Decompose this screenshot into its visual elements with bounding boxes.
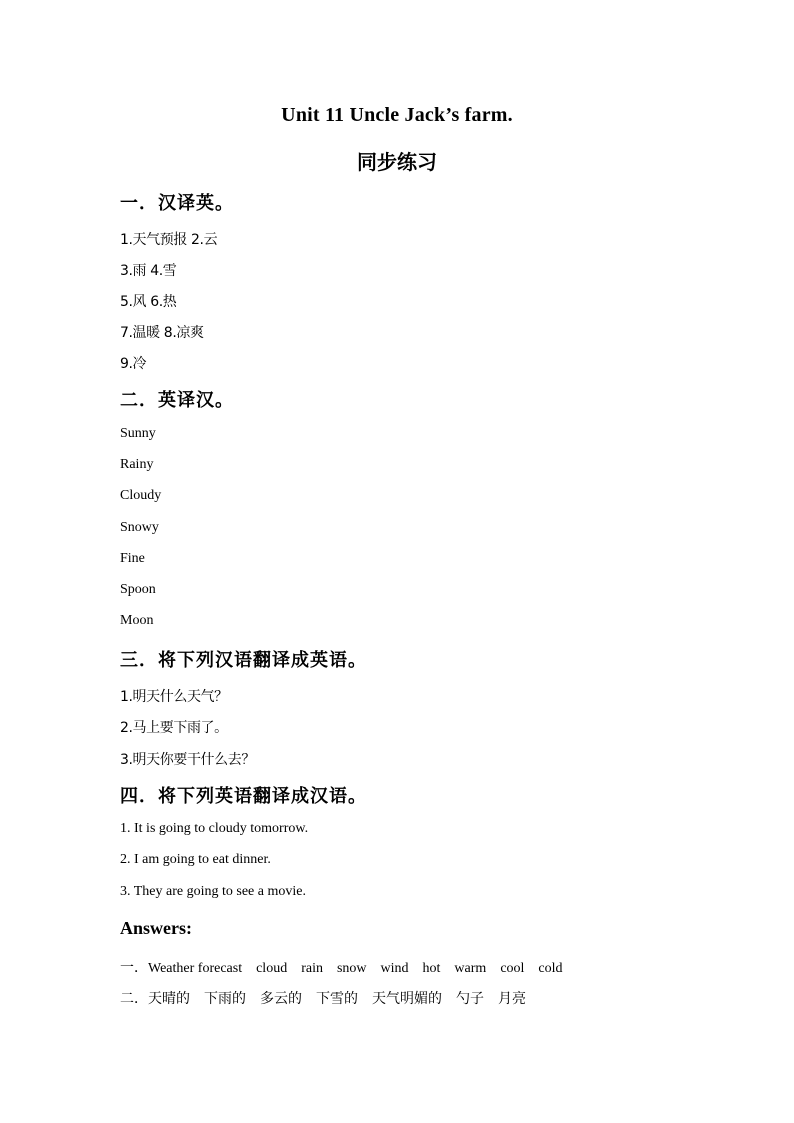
answer-word: Weather forecast xyxy=(148,961,243,976)
list-item: 1. It is going to cloudy tomorrow. xyxy=(120,821,309,836)
answer-word: wind xyxy=(380,961,409,976)
answers-heading: Answers: xyxy=(120,918,192,938)
list-item: 7.温暖 8.凉爽 xyxy=(120,325,204,341)
answer-row-label: 二． xyxy=(120,991,148,1007)
list-item: 3.雨 4.雪 xyxy=(120,263,177,279)
list-item: Fine xyxy=(120,551,145,566)
section-2-heading: 二．英译汉。 xyxy=(120,390,234,411)
list-item: 1.明天什么天气？ xyxy=(120,689,228,705)
answer-word: snow xyxy=(336,961,367,976)
list-item: Rainy xyxy=(120,457,154,472)
list-item: Spoon xyxy=(120,582,156,597)
list-item: Sunny xyxy=(120,426,156,441)
answer-word: rain xyxy=(301,961,323,976)
answer-word: 下雪的 xyxy=(316,991,358,1007)
answer-word: cold xyxy=(538,961,563,976)
page-title: Unit 11 Uncle Jack’s farm. xyxy=(281,104,513,126)
list-item: 3.明天你要干什么去？ xyxy=(120,752,255,768)
answer-word: 天气明媚的 xyxy=(372,991,442,1007)
answer-word: 月亮 xyxy=(498,991,526,1007)
list-item: 2. I am going to eat dinner. xyxy=(120,852,271,867)
answer-word: cool xyxy=(500,961,525,976)
section-3-heading: 三．将下列汉语翻译成英语。 xyxy=(120,650,367,671)
answer-row-label: 一． xyxy=(120,960,148,976)
list-item: Cloudy xyxy=(120,488,162,503)
list-item: Moon xyxy=(120,613,154,628)
answer-row-1 xyxy=(120,957,577,977)
page-subtitle: 同步练习 xyxy=(357,150,437,174)
list-item: 5.风 6.热 xyxy=(120,294,177,310)
answer-word: hot xyxy=(422,961,441,976)
answer-word: 多云的 xyxy=(260,991,302,1007)
section-4-heading: 四．将下列英语翻译成汉语。 xyxy=(120,786,367,807)
answer-word: 天晴的 xyxy=(148,991,190,1007)
answer-word: 下雨的 xyxy=(204,991,246,1007)
section-1-heading: 一．汉译英。 xyxy=(120,193,234,214)
answer-word: cloud xyxy=(256,961,288,976)
list-item: 2.马上要下雨了。 xyxy=(120,720,228,736)
list-item: Snowy xyxy=(120,520,159,535)
list-item: 9.冷 xyxy=(120,356,147,372)
answer-word: 勺子 xyxy=(456,991,484,1007)
answer-word: warm xyxy=(454,961,487,976)
list-item: 3. They are going to see a movie. xyxy=(120,884,306,899)
list-item: 1.天气预报 2.云 xyxy=(120,232,218,248)
answer-row-2 xyxy=(120,988,540,1008)
